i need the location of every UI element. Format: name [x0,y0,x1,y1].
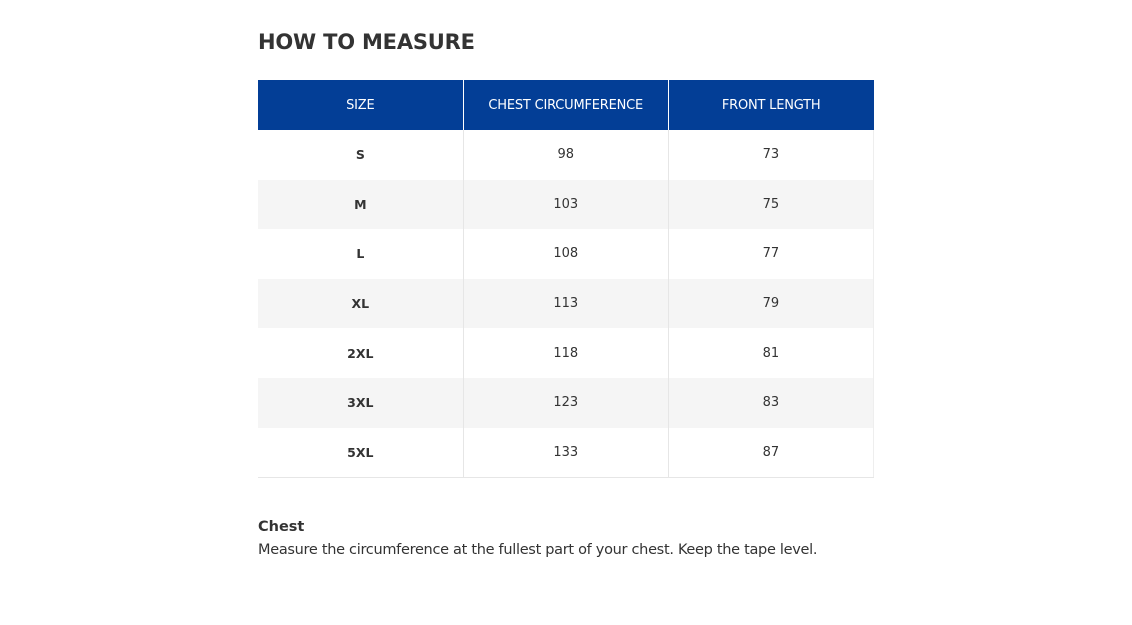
size-chart-table [258,80,874,478]
chest-cell: 133 [463,428,668,478]
table-row [258,130,874,180]
table-row [258,378,874,428]
chest-cell: 123 [463,378,668,428]
chest-cell: 108 [463,229,668,279]
chest-cell: 113 [463,279,668,329]
chest-cell: 103 [463,180,668,230]
size-cell: 2XL [258,328,463,378]
size-cell: L [258,229,463,279]
column-header-front-length: FRONT LENGTH [668,80,873,130]
table-row [258,428,874,478]
chest-cell: 98 [463,130,668,180]
size-cell: M [258,180,463,230]
measure-section [258,26,874,562]
size-cell: 3XL [258,378,463,428]
page-title: HOW TO MEASURE [258,30,475,54]
size-cell: 5XL [258,428,463,478]
front-length-cell: 77 [668,229,873,279]
table-row [258,229,874,279]
front-length-cell: 73 [668,130,873,180]
size-cell: XL [258,279,463,329]
column-header-size: SIZE [258,80,463,130]
table-header-row [258,80,874,130]
size-cell: S [258,130,463,180]
chest-heading: Chest [258,518,305,535]
front-length-cell: 83 [668,378,873,428]
table-row [258,328,874,378]
front-length-cell: 87 [668,428,873,478]
chest-cell: 118 [463,328,668,378]
column-header-chest-circumference: CHEST CIRCUMFERENCE [463,80,668,130]
table-row [258,180,874,230]
front-length-cell: 75 [668,180,873,230]
chest-instructions: Measure the circumference at the fullest part of your chest. Keep the tape level. [258,541,818,558]
table-row [258,279,874,329]
front-length-cell: 79 [668,279,873,329]
front-length-cell: 81 [668,328,873,378]
